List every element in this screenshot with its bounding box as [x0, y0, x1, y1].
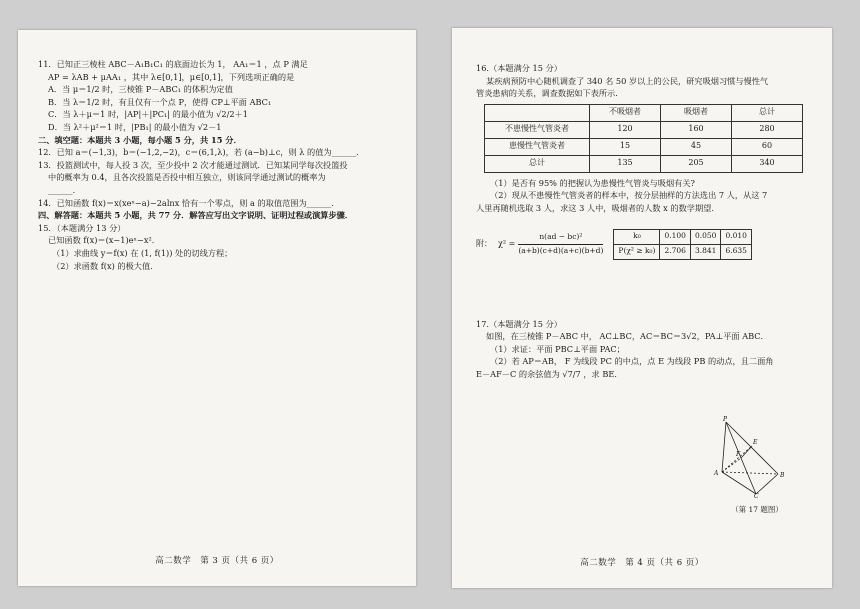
- vertex-a-label: A: [714, 470, 719, 477]
- table-cell: 60: [732, 138, 803, 155]
- q11-option-c: C．当 λ＋μ＝1 时，|AP|＋|PC₁| 的最小值为 √2/2＋1: [48, 109, 248, 120]
- q16-title: 16.（本题满分 15 分）: [476, 63, 562, 73]
- q13-line-2: 中的概率为 0.4，且各次投篮是否投中相互独立，则该同学通过测试的概率为: [48, 172, 326, 183]
- table-cell: 不吸烟者: [590, 104, 661, 121]
- table-cell: 2.706: [660, 244, 690, 259]
- page-4-footer: 高二数学 第 4 页（共 6 页）: [580, 558, 704, 568]
- table-row: [614, 229, 752, 244]
- q17-part-1: （1）求证：平面 PBC⊥平面 PAC；: [490, 343, 625, 354]
- critical-value-table: [613, 229, 752, 260]
- q13-line-3: ______．: [48, 184, 81, 195]
- table-cell: 患慢性气管炎者: [485, 138, 590, 155]
- table-cell: 280: [732, 121, 803, 138]
- formula-numerator: n(ad − bc)²: [518, 231, 603, 245]
- table-cell: 0.050: [690, 229, 720, 244]
- page-3-footer: 高二数学 第 3 页（共 6 页）: [155, 556, 279, 566]
- q15-part-1: （1）求曲线 y＝f(x) 在 (1, f(1)) 处的切线方程；: [52, 247, 233, 258]
- table-cell: 120: [590, 121, 661, 138]
- q16-part-1: （1）是否有 95% 的把握认为患慢性气管炎与吸烟有关?: [490, 177, 695, 188]
- table-cell: [485, 104, 590, 121]
- tetrahedron-diagram: [712, 416, 802, 498]
- q11-line-2: AP = λAB + μAA₁ ，其中 λ∈[0,1]，μ∈[0,1]，下列选项正确的是: [48, 71, 295, 82]
- table-cell: 3.841: [690, 244, 720, 259]
- table-cell: 6.635: [721, 244, 751, 259]
- section-fill-blank: 二、填空题：本题共 3 小题，每小题 5 分，共 15 分．: [38, 134, 242, 145]
- q12: 12．已知 a＝(−1,3)，b＝(−1,2,−2)，c＝(6,1,λ)，若 (a−b)⊥c，则 λ 的值为______．: [38, 147, 365, 158]
- table-cell: 0.010: [721, 229, 751, 244]
- table-row: [485, 138, 803, 155]
- vertex-c-label: C: [754, 493, 759, 498]
- table-cell: 不患慢性气管炎者: [485, 121, 590, 138]
- point-e-label: E: [753, 439, 758, 446]
- table-cell: 160: [661, 121, 732, 138]
- q17-title: 17.（本题满分 15 分）: [476, 318, 562, 329]
- page-3-content: [38, 58, 402, 272]
- q17-stem: 如图，在三棱锥 P－ABC 中， AC⊥BC，AC＝BC＝3√2，PA⊥平面 ABC．: [486, 331, 769, 342]
- table-row: [485, 155, 803, 172]
- q11-option-d: D．当 λ²＋μ²＝1 时，|PB₁| 的最小值为 √2－1: [48, 121, 222, 132]
- figure-caption: （第 17 题图）: [731, 505, 783, 514]
- table-cell: 0.100: [660, 229, 690, 244]
- tetrahedron-figure: [712, 416, 802, 515]
- q17-part-2-b: E－AF－C 的余弦值为 √7/7 ，求 BE．: [476, 368, 623, 379]
- q16-part-2-a: （2）现从不患慢性气管炎者的样本中，按分层抽样的方法选出 7 人，从这 7: [490, 190, 768, 201]
- q16-part-2-b: 人里再随机选取 3 人，求这 3 人中，吸烟者的人数 x 的数学期望.: [476, 202, 714, 213]
- table-row: [485, 104, 803, 121]
- formula-denominator: (a+b)(c+d)(a+c)(b+d): [518, 245, 604, 255]
- appendix: [476, 229, 814, 260]
- page-4-content: [476, 62, 814, 381]
- table-cell: 45: [661, 138, 732, 155]
- section-answer: 四、解答题：本题共 5 小题，共 77 分．解答应写出文字说明、证明过程或演算步骤．: [38, 210, 354, 221]
- q14: 14．已知函数 f(x)＝x(xeˣ−a)−2alnx 恰有一个零点，则 a 的取值范围为______．: [38, 197, 340, 208]
- survey-table: [484, 104, 803, 173]
- table-cell: 总计: [485, 155, 590, 172]
- q17-part-2-a: （2）若 AP＝AB， F 为线段 PC 的中点，点 E 为线段 PB 的动点，且二面角: [490, 356, 774, 367]
- page-3: [18, 30, 416, 586]
- chi-square-formula: [518, 231, 603, 257]
- q16-stem-2: 管炎患病的关系，调查数据如下表所示．: [476, 88, 624, 99]
- table-cell: 吸烟者: [661, 104, 732, 121]
- table-row: [485, 121, 803, 138]
- q13-line-1: 13．投篮测试中，每人投 3 次，至少投中 2 次才能通过测试．已知某同学每次投篮投: [38, 159, 348, 170]
- point-f-label: F: [736, 451, 741, 458]
- table-cell: 135: [590, 155, 661, 172]
- q11-line-1: 11．已知正三棱柱 ABC－A₁B₁C₁ 的底面边长为 1， AA₁＝1 ，点 P 满足: [38, 59, 308, 69]
- vertex-p-label: P: [723, 416, 728, 423]
- q11-option-b: B．当 λ＝1/2 时，有且仅有一个点 P，使得 CP⊥平面 ABC₁: [48, 96, 272, 107]
- appendix-label: 附：: [476, 238, 492, 248]
- q16-stem-1: 某疾病预防中心随机调查了 340 名 50 岁以上的公民，研究吸烟习惯与慢性气: [486, 75, 769, 86]
- q11-option-a: A．当 μ＝1/2 时，三棱锥 P－ABC₁ 的体积为定值: [48, 84, 233, 95]
- q15-stem: 已知函数 f(x)＝(x−1)eˣ−x²．: [48, 235, 160, 246]
- table-cell: 总计: [732, 104, 803, 121]
- table-cell: 205: [661, 155, 732, 172]
- table-cell: P(χ² ≥ k₀): [614, 244, 660, 259]
- q15-part-2: （2）求函数 f(x) 的极大值．: [52, 260, 159, 271]
- table-cell: 15: [590, 138, 661, 155]
- q15-title: 15．（本题满分 13 分）: [38, 222, 126, 233]
- chi-square-lhs: χ² =: [498, 238, 516, 248]
- table-cell: 340: [732, 155, 803, 172]
- table-cell: k₀: [614, 229, 660, 244]
- table-row: [614, 244, 752, 259]
- vertex-b-label: B: [780, 472, 785, 479]
- page-4: [452, 28, 832, 588]
